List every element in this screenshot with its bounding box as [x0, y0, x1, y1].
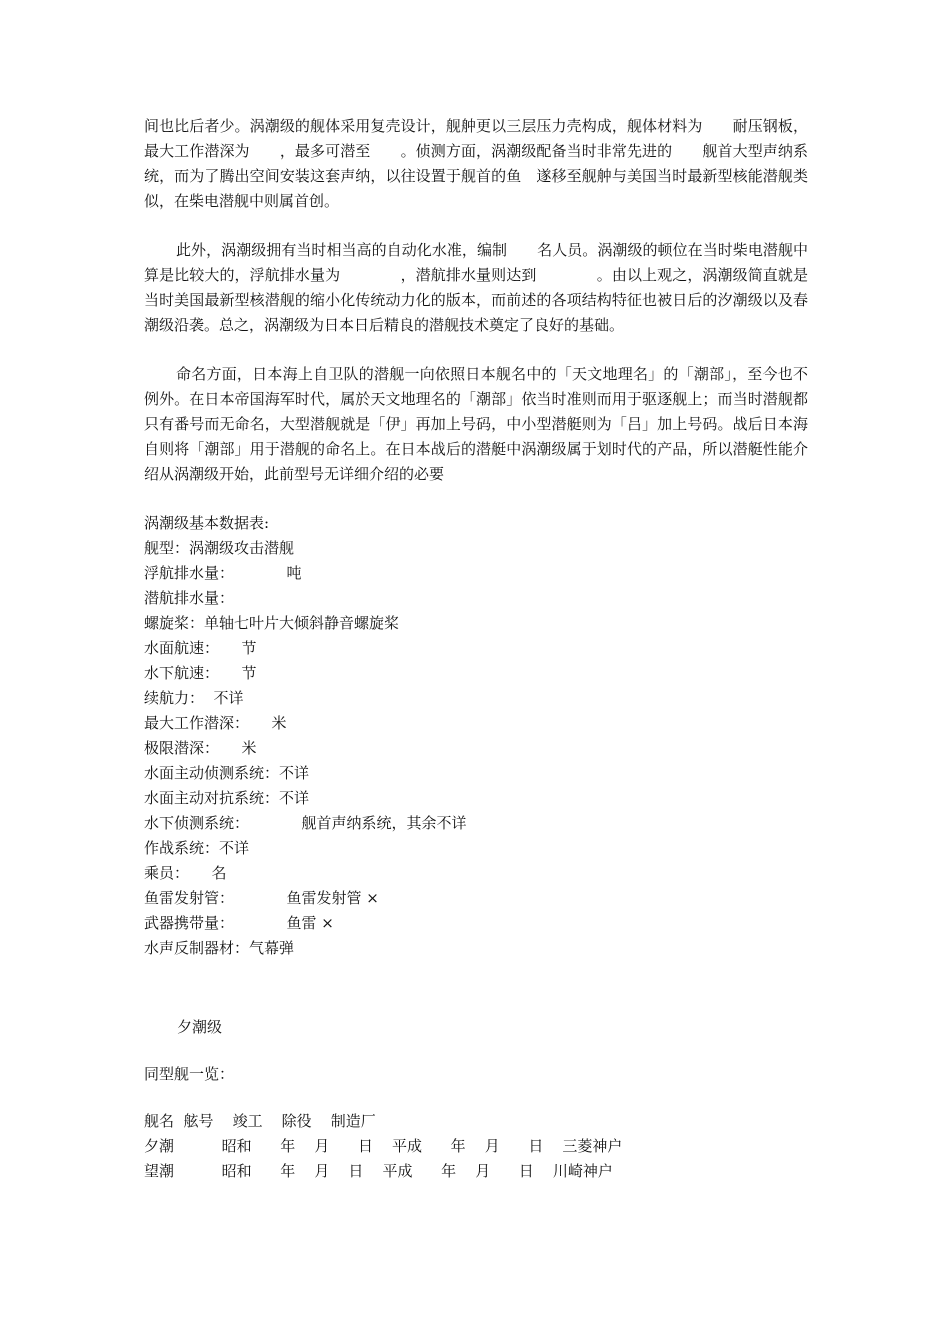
spec-row: 水下航速： 节: [144, 664, 257, 682]
spec-row: 续航力： 不详: [144, 689, 244, 707]
spec-title: 涡潮级基本数据表:: [144, 514, 270, 532]
spec-row: 水声反制器材：气幕弹: [144, 939, 295, 957]
spec-row: 鱼雷发射管： 鱼雷发射管 ×: [144, 889, 379, 907]
spec-row: 最大工作潜深： 米: [144, 714, 287, 732]
ship-table-row: 望潮 昭和 年 月 日 平成 年 月 日 川崎神户: [144, 1162, 613, 1180]
document-page: [144, 114, 808, 1184]
spec-row: 潜航排水量：: [144, 589, 235, 607]
spec-row: 作战系统：不详: [144, 839, 250, 857]
ship-table-header: 舰名 舷号 竣工 除役 制造厂: [144, 1112, 376, 1130]
spec-row: 水下侦测系统： 舰首声纳系统，其余不详: [144, 814, 467, 832]
paragraph-3: 命名方面，日本海上自卫队的潜舰一向依照日本舰名中的「天文地理名」的「潮部」，至今也不例外。在日本帝国海军时代，属於天文地理名的「潮部」依当时准则而用于驱逐舰上；而当时潜舰都只有番号而无命名，大型潜舰就是「伊」再加上号码，中小型潜艇则为「吕」加上号码。战后日本海自则将「潮部」用于潜舰的命名上。在日本战后的潜艇中涡潮级属于划时代的产品，所以潜艇性能介绍从涡潮级开始，此前型号无详细介绍的必要: [144, 365, 808, 483]
paragraph-2: 此外，涡潮级拥有当时相当高的自动化水准，编制 名人员。涡潮级的顿位在当时柴电潜舰中算是比较大的，浮航排水量为 ，潜航排水量则达到 。由以上观之，涡潮级简直就是当时美国最新型核潜舰的缩小化传统动力化的版本，而前述的各项结构特征也被日后的汐潮级以及春潮级沿袭。总之，涡潮级为日本日后精良的潜舰技术奠定了良好的基础。: [144, 241, 808, 334]
spec-row: 水面主动侦测系统：不详: [144, 764, 310, 782]
ship-table-row: 夕潮 昭和 年 月 日 平成 年 月 日 三菱神户: [144, 1137, 623, 1155]
spec-table: [144, 511, 808, 961]
spec-row: 舰型：涡潮级攻击潜舰: [144, 539, 295, 557]
spec-row: 水面主动对抗系统：不详: [144, 789, 310, 807]
spec-row: 水面航速： 节: [144, 639, 257, 657]
spec-row: 螺旋桨：单轴七叶片大倾斜静音螺旋桨: [144, 614, 400, 632]
ship-table: [144, 1109, 808, 1184]
section-title: 夕潮级: [177, 1018, 223, 1036]
spec-row: 武器携带量： 鱼雷 ×: [144, 914, 334, 932]
spec-row: 浮航排水量： 吨: [144, 564, 302, 582]
spec-row: 极限潜深： 米: [144, 739, 257, 757]
spec-row: 乘员： 名: [144, 864, 227, 882]
sister-ships-label: 同型舰一览：: [144, 1065, 235, 1083]
paragraph-1: 间也比后者少。涡潮级的舰体采用复壳设计，舰舯更以三层压力壳构成，舰体材料为 耐压钢板，最大工作潜深为 ，最多可潜至 。侦测方面，涡潮级配备当时非常先进的 舰首大型声纳系统，而为了腾出空间安装这套声纳，以往设置于舰首的鱼 遂移至舰舯与美国当时最新型核能潜舰类似，在柴电潜舰中则属首创。: [144, 117, 808, 210]
